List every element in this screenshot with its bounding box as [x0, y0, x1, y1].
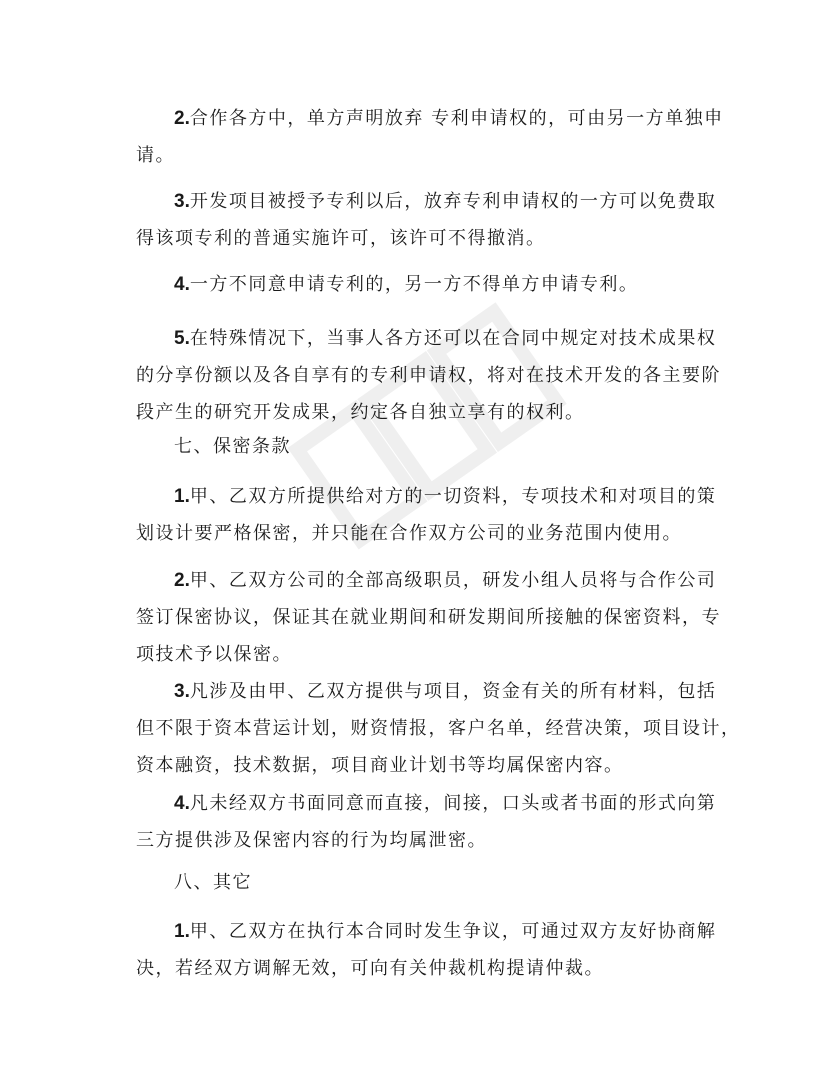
paragraph-confidential-2 — [136, 562, 721, 673]
paragraph-line: 合作各方中，单方声明放弃 专利申请权的，可由另一方单独申 — [189, 108, 724, 129]
paragraph-line: 甲、乙双方公司的全部高级职员，研发小组人员将与合作公司 — [189, 570, 717, 591]
paragraph-line: 凡涉及由甲、乙双方提供与项目，资金有关的所有材料，包括 — [189, 681, 717, 702]
paragraph-confidential-3 — [136, 673, 741, 784]
paragraph-patent-4 — [136, 266, 716, 303]
paragraph-line: 项技术予以保密。 — [136, 644, 292, 665]
clause-number: 1. — [174, 921, 190, 942]
paragraph-confidential-4 — [136, 785, 716, 859]
paragraph-line: 得该项专利的普通实施许可，该许可不得撤消。 — [136, 228, 546, 249]
clause-number: 2. — [174, 570, 190, 591]
clause-number: 3. — [174, 191, 190, 212]
clause-number: 1. — [174, 486, 190, 507]
paragraph-other-1 — [136, 913, 716, 987]
paragraph-line: 三方提供涉及保密内容的行为均属泄密。 — [136, 830, 487, 851]
paragraph-line: 甲、乙双方在执行本合同时发生争议，可通过双方友好协商解 — [189, 921, 717, 942]
paragraph-patent-2 — [136, 100, 724, 174]
paragraph-line: 甲、乙双方所提供给对方的一切资料，专项技术和对项目的策 — [189, 486, 717, 507]
paragraph-line: 决，若经双方调解无效，可向有关仲裁机构提请仲裁。 — [136, 958, 604, 979]
clause-number: 5. — [174, 328, 190, 349]
paragraph-line: 划设计要严格保密，并只能在合作双方公司的业务范围内使用。 — [136, 523, 682, 544]
paragraph-line: 签订保密协议，保证其在就业期间和研发期间所接触的保密资料，专 — [136, 607, 721, 628]
paragraph-patent-3 — [136, 183, 716, 257]
section-heading-confidentiality: 七、保密条款 — [174, 436, 291, 457]
section-heading-other: 八、其它 — [174, 872, 252, 893]
paragraph-patent-5 — [136, 320, 721, 431]
paragraph-line: 资本融资，技术数据，项目商业计划书等均属保密内容。 — [136, 755, 624, 776]
paragraph-line: 在特殊情况下，当事人各方还可以在合同中规定对技术成果权 — [189, 328, 717, 349]
clause-number: 4. — [174, 274, 190, 295]
clause-number: 2. — [174, 108, 190, 129]
paragraph-line: 的分享份额以及各自享有的专利申请权，将对在技术开发的各主要阶 — [136, 365, 721, 386]
paragraph-line: 段产生的研究开发成果，约定各自独立享有的权利。 — [136, 402, 585, 423]
paragraph-line: 但不限于资本营运计划，财资情报，客户名单，经营决策，项目设计， — [136, 718, 741, 739]
clause-number: 4. — [174, 793, 190, 814]
paragraph-line: 凡未经双方书面同意而直接，间接，口头或者书面的形式向第 — [189, 793, 717, 814]
paragraph-confidential-1 — [136, 478, 716, 552]
clause-number: 3. — [174, 681, 190, 702]
paragraph-line: 请。 — [136, 145, 175, 166]
paragraph-line: 一方不同意申请专利的，另一方不得单方申请专利。 — [189, 274, 639, 295]
paragraph-line: 开发项目被授予专利以后，放弃专利申请权的一方可以免费取 — [189, 191, 717, 212]
